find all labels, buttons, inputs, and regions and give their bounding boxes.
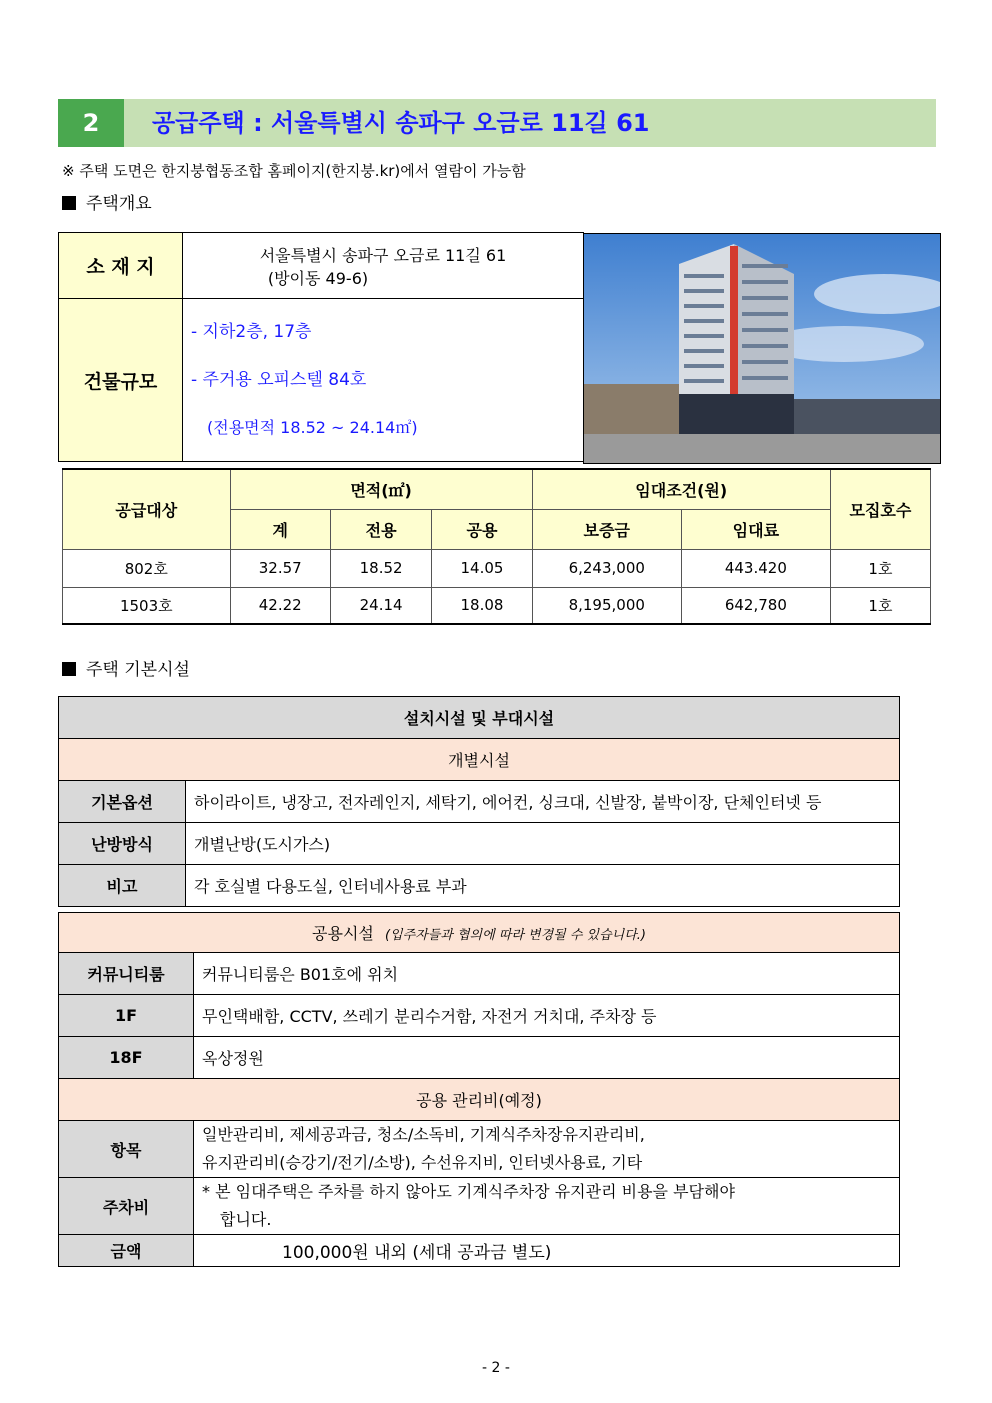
header-common: 공용 [432,509,532,549]
total-cell: 32.57 [230,549,330,587]
exclusive-cell: 18.52 [330,549,431,587]
deposit-cell: 6,243,000 [532,549,681,587]
common-cell: 14.05 [432,549,532,587]
community-value: 커뮤니티룸은 B01호에 위치 [194,953,900,995]
items-line1: 일반관리비, 제세공과금, 청소/소독비, 기계식주차장유지관리비, [202,1125,645,1144]
facilities-heading [62,655,190,680]
location-line1: 서울특별시 송파구 오금로 11길 61 [259,245,507,265]
header-exclusive: 전용 [330,509,431,549]
basic-label: 기본옵션 [59,781,186,823]
header-area: 면적(㎡) [230,469,532,509]
overview-heading [62,189,152,214]
page-number: - 2 - [482,1360,510,1376]
scale-value [183,299,584,462]
floor1-label: 1F [59,995,194,1037]
shared-facilities-table [58,912,900,1267]
heating-value: 개별난방(도시가스) [186,823,900,865]
floor18-value: 옥상정원 [194,1037,900,1079]
shared-note: (입주자들과 협의에 따라 변경될 수 있습니다.) [384,928,646,943]
rent-cell: 443.420 [681,549,830,587]
location-label: 소 재 지 [59,233,183,299]
common-cell: 18.08 [432,587,532,624]
amount-value: 100,000원 내외 (세대 공과금 별도) [194,1235,900,1267]
floor18-label: 18F [59,1037,194,1079]
scale-line2: - 주거용 오피스텔 84호 [191,370,367,390]
building-photo [583,233,941,464]
parking-line1: * 본 임대주택은 주차를 하지 않아도 기계식주차장 유지관리 비용을 부담해야 [202,1182,735,1201]
count-cell: 1호 [830,587,930,624]
unit-cell: 802호 [63,549,231,587]
unit-cell: 1503호 [63,587,231,624]
square-bullet-icon [62,196,76,210]
table-row [63,587,931,624]
management-header: 공용 관리비(예정) [59,1079,900,1121]
supply-table [62,468,931,625]
shared-header [59,913,900,953]
facilities-title: 설치시설 및 부대시설 [59,697,900,739]
scale-line1: - 지하2층, 17층 [191,322,312,342]
header-lease: 임대조건(원) [532,469,830,509]
header-total: 계 [230,509,330,549]
total-cell: 42.22 [230,587,330,624]
count-cell: 1호 [830,549,930,587]
items-value [194,1121,900,1178]
remark-label: 비고 [59,865,186,907]
exclusive-cell: 24.14 [330,587,431,624]
header-deposit: 보증금 [532,509,681,549]
overview-table [58,232,584,462]
deposit-cell: 8,195,000 [532,587,681,624]
rent-cell: 642,780 [681,587,830,624]
facilities-heading-text: 주택 기본시설 [86,660,190,680]
table-row [63,549,931,587]
scale-line3: (전용면적 18.52 ~ 24.14㎡) [207,418,418,437]
header-count: 모집호수 [830,469,930,549]
items-label: 항목 [59,1121,194,1178]
scale-label: 건물규모 [59,299,183,462]
floor-plan-note: ※ 주택 도면은 한지붕협동조합 홈페이지(한지붕.kr)에서 열람이 가능함 [62,162,526,180]
items-line2: 유지관리비(승강기/전기/소방), 수선유지비, 인터넷사용료, 기타 [202,1153,643,1172]
remark-value: 각 호실별 다용도실, 인터네사용료 부과 [186,865,900,907]
basic-value: 하이라이트, 냉장고, 전자레인지, 세탁기, 에어컨, 싱크대, 신발장, 붙박이장, 단체인터넷 등 [186,781,900,823]
location-line2: (방이동 49-6) [267,268,369,288]
section-number: 2 [58,99,124,147]
heating-label: 난방방식 [59,823,186,865]
community-label: 커뮤니티룸 [59,953,194,995]
facilities-table [58,696,900,907]
shared-header-text: 공용시설 [312,924,374,943]
location-value [183,233,584,299]
individual-header: 개별시설 [59,739,900,781]
header-target: 공급대상 [63,469,231,549]
parking-label: 주차비 [59,1178,194,1235]
section-title: 공급주택 : 서울특별시 송파구 오금로 11길 61 [152,109,650,137]
parking-value [194,1178,900,1235]
amount-label: 금액 [59,1235,194,1267]
square-bullet-icon [62,662,76,676]
header-rent: 임대료 [681,509,830,549]
overview-heading-text: 주택개요 [86,194,152,214]
floor1-value: 무인택배함, CCTV, 쓰레기 분리수거함, 자전거 거치대, 주차장 등 [194,995,900,1037]
parking-line2: 합니다. [220,1210,272,1229]
